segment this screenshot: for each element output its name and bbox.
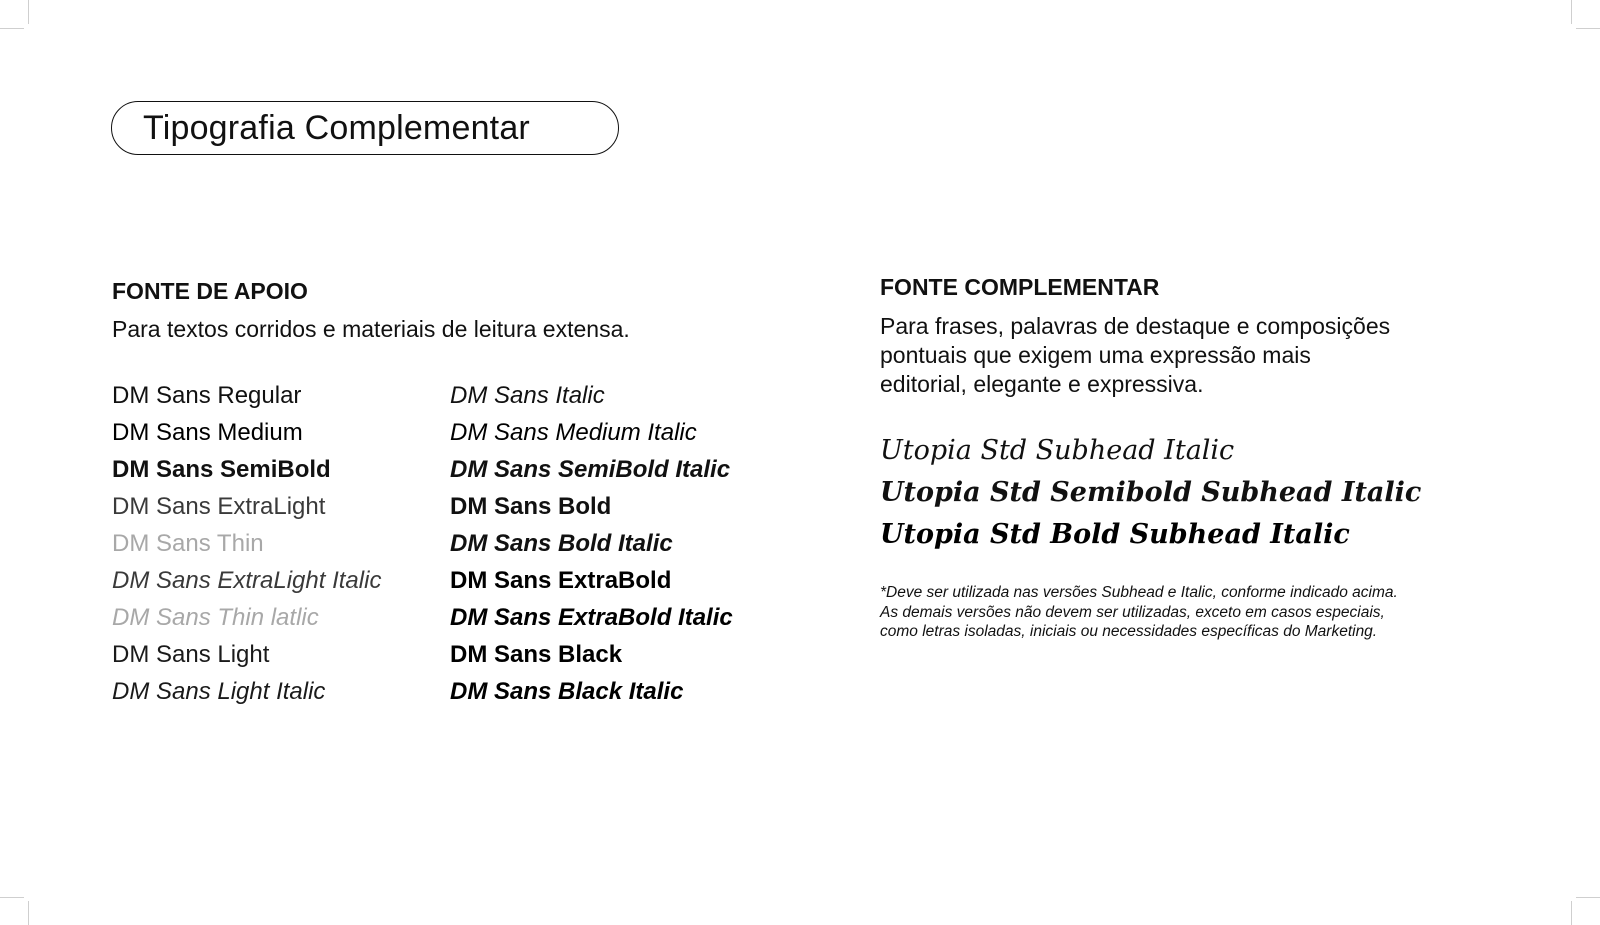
font-sample-thin: DM Sans Thin [112,530,264,557]
crop-mark-bottom-right-horizontal [1576,897,1600,898]
serif-sample-bold-subhead-italic: Utopia Std Bold Subhead Italic [880,519,1350,550]
complementar-description-line: pontuais que exigem uma expressão mais [880,342,1311,368]
complementar-heading: FONTE COMPLEMENTAR [880,274,1160,300]
font-sample-bold: DM Sans Bold [450,493,612,520]
font-sample-extralight-italic: DM Sans ExtraLight Italic [112,567,382,594]
crop-mark-top-right-vertical [1571,0,1572,24]
crop-mark-bottom-left-horizontal [0,897,24,898]
font-sample-black: DM Sans Black [450,641,623,668]
page-title-pill [111,101,619,155]
font-sample-semibold-italic: DM Sans SemiBold Italic [450,456,731,483]
apoio-heading: FONTE DE APOIO [112,278,308,304]
font-sample-light: DM Sans Light [112,641,270,668]
crop-mark-top-left-vertical [28,0,29,24]
font-sample-extrabold: DM Sans ExtraBold [450,567,672,594]
font-sample-extralight: DM Sans ExtraLight [112,493,326,520]
font-sample-black-italic: DM Sans Black Italic [450,678,684,705]
font-sample-bold-italic: DM Sans Bold Italic [450,530,673,557]
font-sample-semibold: DM Sans SemiBold [112,456,331,483]
page-title: Tipografia Complementar [143,108,530,147]
crop-mark-bottom-left-vertical [28,901,29,925]
serif-sample-semibold-subhead-italic: Utopia Std Semibold Subhead Italic [880,477,1422,508]
serif-sample-subhead-italic: Utopia Std Subhead Italic [880,435,1235,466]
font-sample-light-italic: DM Sans Light Italic [112,678,326,705]
font-sample-regular: DM Sans Regular [112,382,302,409]
font-sample-thin-italic: DM Sans Thin latlic [112,604,319,631]
complementar-description-line: editorial, elegante e expressiva. [880,371,1204,397]
complementar-footnote [880,583,1460,642]
complementar-samples [880,430,1421,556]
footnote-line: como letras isoladas, iniciais ou necessidades específicas do Marketing. [880,623,1378,640]
apoio-right-column [450,377,733,710]
footnote-line: *Deve ser utilizada nas versões Subhead e Italic, conforme indicado acima. [880,584,1398,601]
crop-mark-top-left-horizontal [0,28,24,29]
font-sample-medium-italic: DM Sans Medium Italic [450,419,697,446]
complementar-description [880,312,1480,399]
complementar-description-line: Para frases, palavras de destaque e composições [880,313,1391,339]
apoio-left-column [112,377,381,710]
footnote-line: As demais versões não devem ser utilizadas, exceto em casos especiais, [880,603,1385,621]
font-sample-extrabold-italic: DM Sans ExtraBold Italic [450,604,733,631]
crop-mark-top-right-horizontal [1576,28,1600,29]
font-sample-italic: DM Sans Italic [450,382,605,409]
apoio-description: Para textos corridos e materiais de leitura extensa. [112,316,630,342]
crop-mark-bottom-right-vertical [1571,901,1572,925]
font-sample-medium: DM Sans Medium [112,419,303,446]
